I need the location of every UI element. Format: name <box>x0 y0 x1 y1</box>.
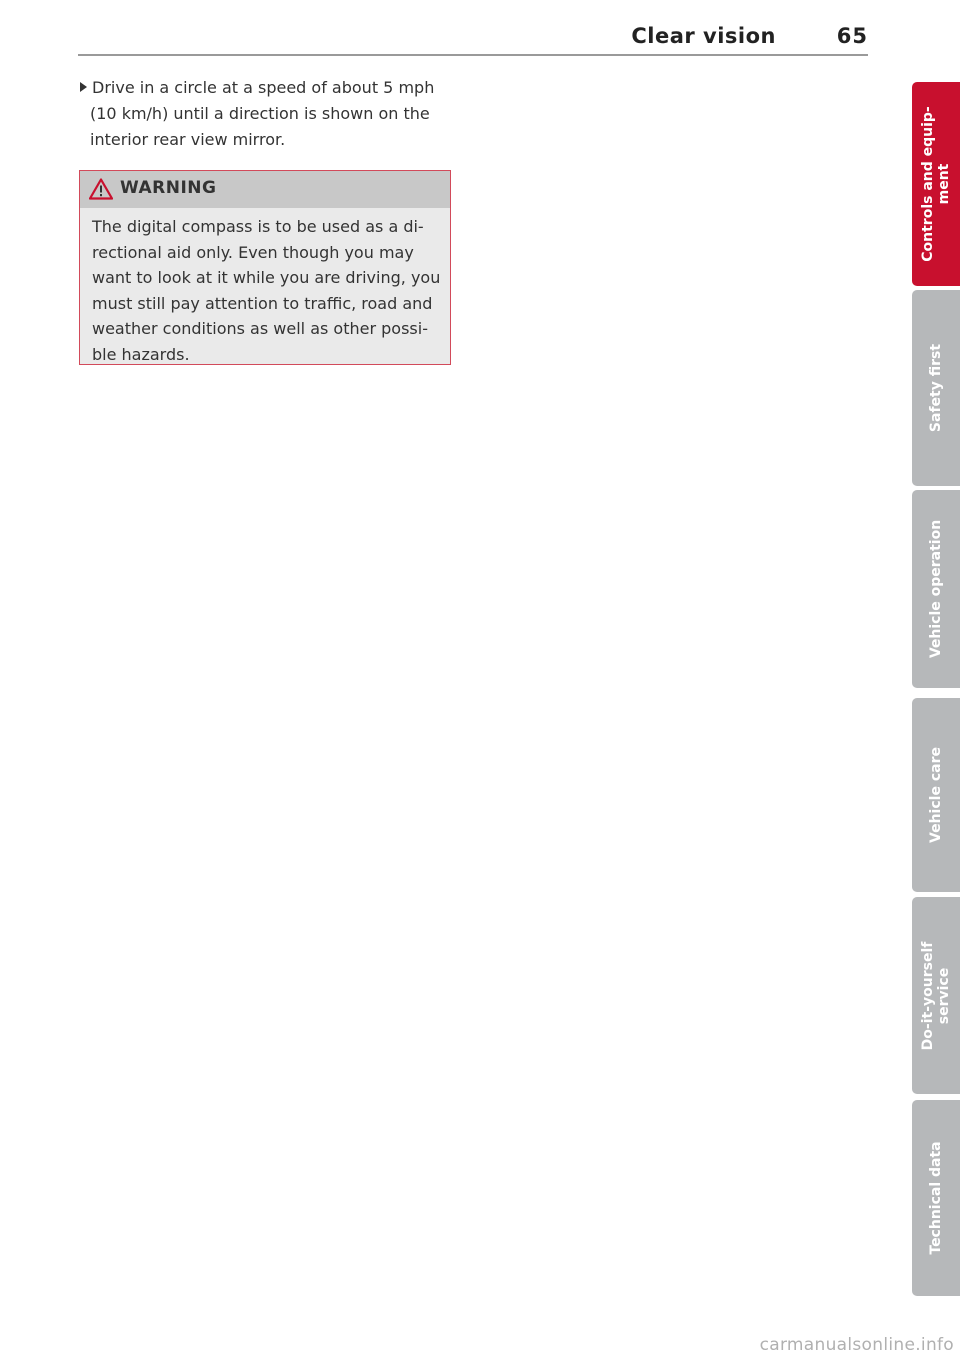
tab-do-it-yourself-service[interactable]: Do-it-yourself service <box>912 897 960 1094</box>
tab-safety-first[interactable]: Safety first <box>912 290 960 486</box>
tab-vehicle-care[interactable]: Vehicle care <box>912 698 960 892</box>
tab-controls-and-equipment[interactable]: Controls and equip- ment <box>912 82 960 286</box>
step-arrow-icon <box>80 82 87 92</box>
step-line-2: (10 km/h) until a direction is shown on the <box>90 104 430 123</box>
warning-line: ble hazards. <box>92 344 190 364</box>
section-title: Clear vision <box>631 24 776 48</box>
page-number: 65 <box>836 24 868 48</box>
warning-text <box>80 208 450 367</box>
warning-line: rectional aid only. Even though you may <box>92 242 414 262</box>
site-watermark: carmanualsonline.info <box>759 1335 954 1355</box>
page-header <box>78 20 868 56</box>
tab-vehicle-operation[interactable]: Vehicle operation <box>912 490 960 688</box>
instruction-step <box>80 75 452 153</box>
tab-technical-data[interactable]: Technical data <box>912 1100 960 1296</box>
step-line-3: interior rear view mirror. <box>90 130 286 149</box>
warning-line: must still pay attention to traffic, road and <box>92 293 433 313</box>
warning-box <box>79 170 451 365</box>
warning-line: weather conditions as well as other possi- <box>92 319 428 338</box>
warning-title: WARNING <box>120 178 217 198</box>
warning-line: The digital compass is to be used as a di- <box>92 217 424 236</box>
step-line-1: Drive in a circle at a speed of about 5 mph <box>80 75 452 101</box>
warning-triangle-icon <box>89 178 113 200</box>
warning-header <box>80 171 450 208</box>
warning-line: want to look at it while you are driving, you <box>92 268 441 287</box>
